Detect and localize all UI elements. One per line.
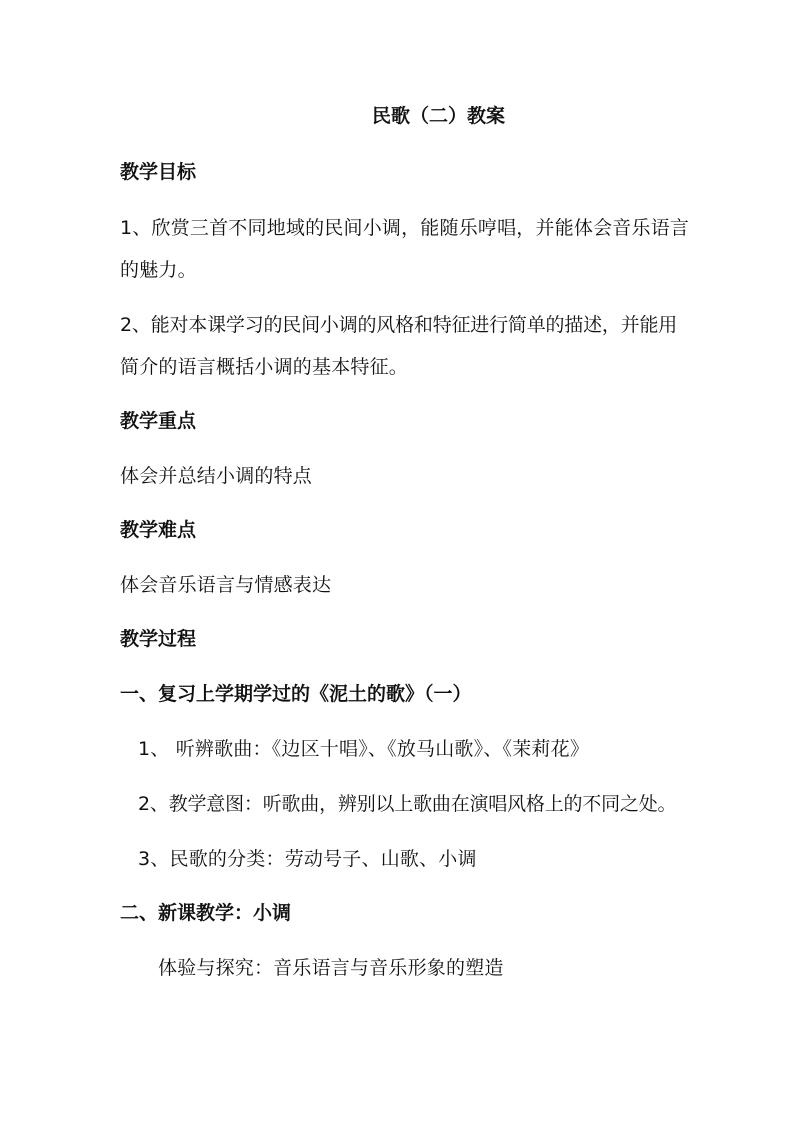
- objective-1-line-2: 的魅力。: [120, 259, 197, 281]
- review-section-heading: 一、复习上学期学过的《泥土的歌》（一）: [120, 683, 472, 705]
- review-item-1: 1、 听辨歌曲：《边区十唱》、《放马山歌》、《茉莉花》: [138, 738, 590, 760]
- key-points-text: 体会并总结小调的特点: [120, 465, 313, 487]
- objective-2-line-1: 2、能对本课学习的民间小调的风格和特征进行简单的描述，并能用: [120, 314, 678, 336]
- difficulties-text: 体会音乐语言与情感表达: [120, 574, 332, 596]
- objective-2-line-2: 简介的语言概括小调的基本特征。: [120, 356, 409, 378]
- objective-1-line-1: 1、欣赏三首不同地域的民间小调，能随乐哼唱，并能体会音乐语言: [120, 217, 690, 239]
- difficulties-heading: 教学难点: [120, 519, 197, 541]
- new-lesson-heading: 二、新课教学：小调: [120, 902, 292, 924]
- review-item-2: 2、教学意图：听歌曲，辨别以上歌曲在演唱风格上的不同之处。: [138, 793, 677, 815]
- new-lesson-text: 体验与探究：音乐语言与音乐形象的塑造: [158, 957, 504, 979]
- teaching-objectives-heading: 教学目标: [120, 161, 197, 183]
- document-title: 民歌（二）教案: [372, 105, 506, 127]
- review-item-3: 3、民歌的分类：劳动号子、山歌、小调: [138, 848, 477, 870]
- key-points-heading: 教学重点: [120, 410, 197, 432]
- teaching-process-heading: 教学过程: [120, 628, 197, 650]
